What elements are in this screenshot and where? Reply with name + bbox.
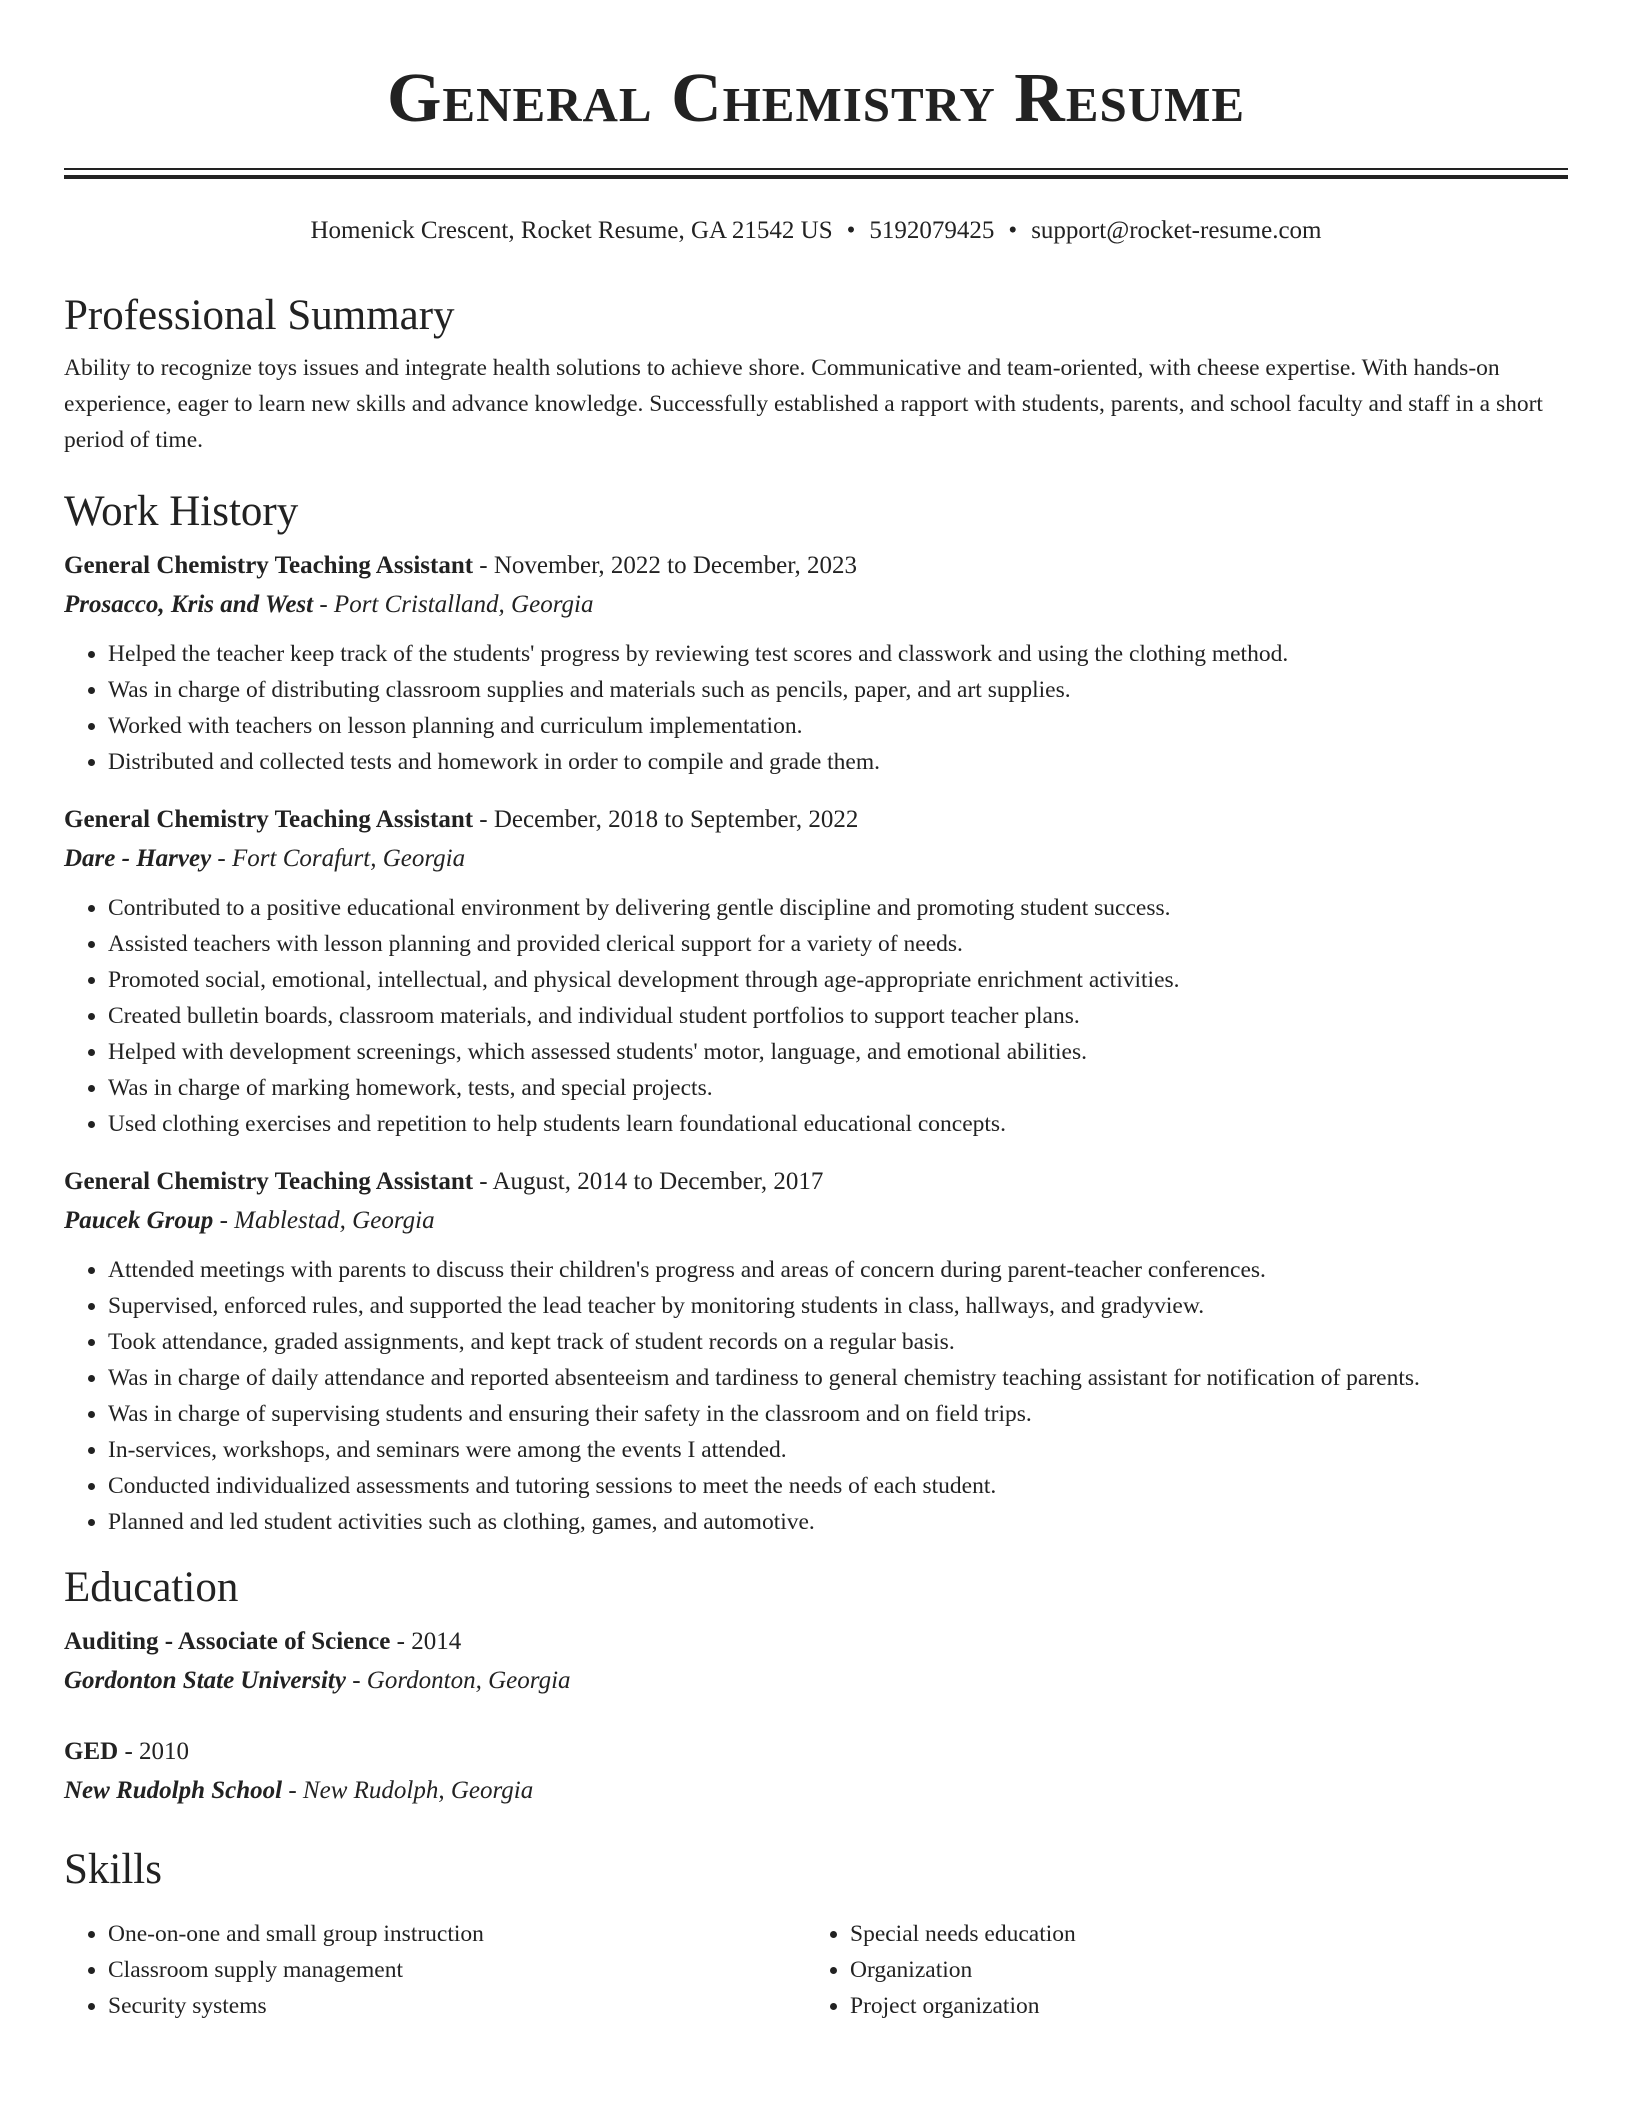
job-bullet: • Created bulletin boards, classroom materials, and individual student portfolios to support teacher plans.	[108, 998, 1568, 1034]
resume-content	[64, 288, 1568, 2024]
education-entry	[64, 1622, 1568, 1700]
job-title: General Chemistry Teaching Assistant	[64, 1168, 474, 1195]
skill-item: • Project organization	[850, 1988, 1548, 2024]
job-bullet: • Planned and led student activities such as clothing, games, and automotive.	[108, 1504, 1568, 1540]
education-entry	[64, 1732, 1568, 1810]
skill-item: • Security systems	[108, 1988, 806, 2024]
job-title: General Chemistry Teaching Assistant	[64, 806, 474, 833]
job-bullet: • Assisted teachers with lesson planning and provided clerical support for a variety of needs.	[108, 926, 1568, 962]
education-school-line	[64, 1771, 1568, 1810]
job-employer: Dare - Harvey	[64, 845, 212, 872]
job-bullet: • Attended meetings with parents to discuss their children's progress and areas of concern during parent-teacher conferences.	[108, 1252, 1568, 1288]
title-divider-thin	[64, 168, 1568, 170]
job-employer: Paucek Group	[64, 1207, 214, 1234]
job-title: General Chemistry Teaching Assistant	[64, 552, 474, 579]
summary-text: Ability to recognize toys issues and integrate health solutions to achieve shore. Communicative and team-oriented, with cheese expertise. With hands-on experience, eager to learn new skills and advance knowledge. Successfully established a rapport with students, parents, and school faculty and staff in a short period of time.	[64, 355, 1543, 453]
skill-item: • Classroom supply management	[108, 1952, 806, 1988]
education-year: - 2014	[390, 1628, 462, 1655]
job-employer-line	[64, 585, 1568, 624]
education-header	[64, 1732, 1568, 1771]
job-bullet: • Supervised, enforced rules, and supported the lead teacher by monitoring students in class, hallways, and gradyview.	[108, 1288, 1568, 1324]
contact-email: support@rocket-resume.com	[1031, 217, 1322, 244]
job-bullet: • Was in charge of supervising students and ensuring their safety in the classroom and on field trips.	[108, 1396, 1568, 1432]
job-employer-line	[64, 1201, 1568, 1240]
skills-list-left	[64, 1916, 806, 2024]
summary-heading: Professional Summary	[64, 292, 455, 339]
education-section	[64, 1560, 1568, 1810]
job-bullet: • Helped the teacher keep track of the students' progress by reviewing test scores and classwork and using the clothing method.	[108, 636, 1568, 672]
education-location: - New Rudolph, Georgia	[282, 1777, 534, 1804]
job-bullet: • Used clothing exercises and repetition to help students learn foundational educational concepts.	[108, 1106, 1568, 1142]
education-location: - Gordonton, Georgia	[345, 1667, 571, 1694]
job-header	[64, 800, 1568, 839]
education-school: New Rudolph School	[64, 1777, 283, 1804]
job-dates: - December, 2018 to September, 2022	[473, 806, 859, 833]
job-location: - Port Cristalland, Georgia	[313, 591, 594, 618]
resume-title: General Chemistry Resume	[386, 60, 1246, 137]
work-history-section	[64, 484, 1568, 1540]
contact-separator: •	[846, 217, 856, 244]
job-bullet: • Took attendance, graded assignments, and kept track of student records on a regular basis.	[108, 1324, 1568, 1360]
job-bullets	[64, 1252, 1568, 1540]
job-bullet: • Promoted social, emotional, intellectual, and physical development through age-appropriate enrichment activities.	[108, 962, 1568, 998]
contact-address: Homenick Crescent, Rocket Resume, GA 21542 US	[310, 217, 833, 244]
job-bullet: • Conducted individualized assessments and tutoring sessions to meet the needs of each student.	[108, 1468, 1568, 1504]
job-bullet: • Helped with development screenings, which assessed students' motor, language, and emotional abilities.	[108, 1034, 1568, 1070]
contact-phone: 5192079425	[869, 217, 995, 244]
job-bullet: • Was in charge of distributing classroom supplies and materials such as pencils, paper, and art supplies.	[108, 672, 1568, 708]
job-employer: Prosacco, Kris and West	[64, 591, 314, 618]
education-header	[64, 1622, 1568, 1661]
summary-section	[64, 288, 1568, 458]
skill-item: • Special needs education	[850, 1916, 1548, 1952]
job-bullet: • Contributed to a positive educational environment by delivering gentle discipline and promoting student success.	[108, 890, 1568, 926]
education-school-line	[64, 1661, 1568, 1700]
job-bullet: • Was in charge of marking homework, tests, and special projects.	[108, 1070, 1568, 1106]
job-header	[64, 546, 1568, 585]
work-history-heading: Work History	[64, 488, 299, 535]
education-degree: GED	[64, 1738, 119, 1765]
education-year: - 2010	[118, 1738, 190, 1765]
job-dates: - August, 2014 to December, 2017	[473, 1168, 824, 1195]
job-dates: - November, 2022 to December, 2023	[473, 552, 858, 579]
job-entry	[64, 1162, 1568, 1540]
skill-item: • One-on-one and small group instruction	[108, 1916, 806, 1952]
job-location: - Mablestad, Georgia	[213, 1207, 435, 1234]
skills-list-right	[806, 1916, 1548, 2024]
skill-item: • Organization	[850, 1952, 1548, 1988]
job-bullets	[64, 890, 1568, 1142]
skills-columns	[64, 1904, 1568, 2024]
job-employer-line	[64, 839, 1568, 878]
job-entry	[64, 800, 1568, 1142]
job-location: - Fort Corafurt, Georgia	[211, 845, 466, 872]
education-heading: Education	[64, 1564, 239, 1611]
job-bullet: • In-services, workshops, and seminars were among the events I attended.	[108, 1432, 1568, 1468]
job-bullets	[64, 636, 1568, 780]
job-header	[64, 1162, 1568, 1201]
contact-separator: •	[1008, 217, 1018, 244]
education-school: Gordonton State University	[64, 1667, 346, 1694]
job-bullet: • Was in charge of daily attendance and reported absenteeism and tardiness to general chemistry teaching assistant for notification of parents.	[108, 1360, 1568, 1396]
title-divider-thick	[64, 175, 1568, 179]
skills-heading: Skills	[64, 1846, 162, 1893]
job-entry	[64, 546, 1568, 780]
job-bullet: • Worked with teachers on lesson planning and curriculum implementation.	[108, 708, 1568, 744]
contact-line	[0, 214, 1632, 248]
education-degree: Auditing - Associate of Science	[64, 1628, 391, 1655]
skills-section	[64, 1842, 1568, 2024]
job-bullet: • Distributed and collected tests and homework in order to compile and grade them.	[108, 744, 1568, 780]
